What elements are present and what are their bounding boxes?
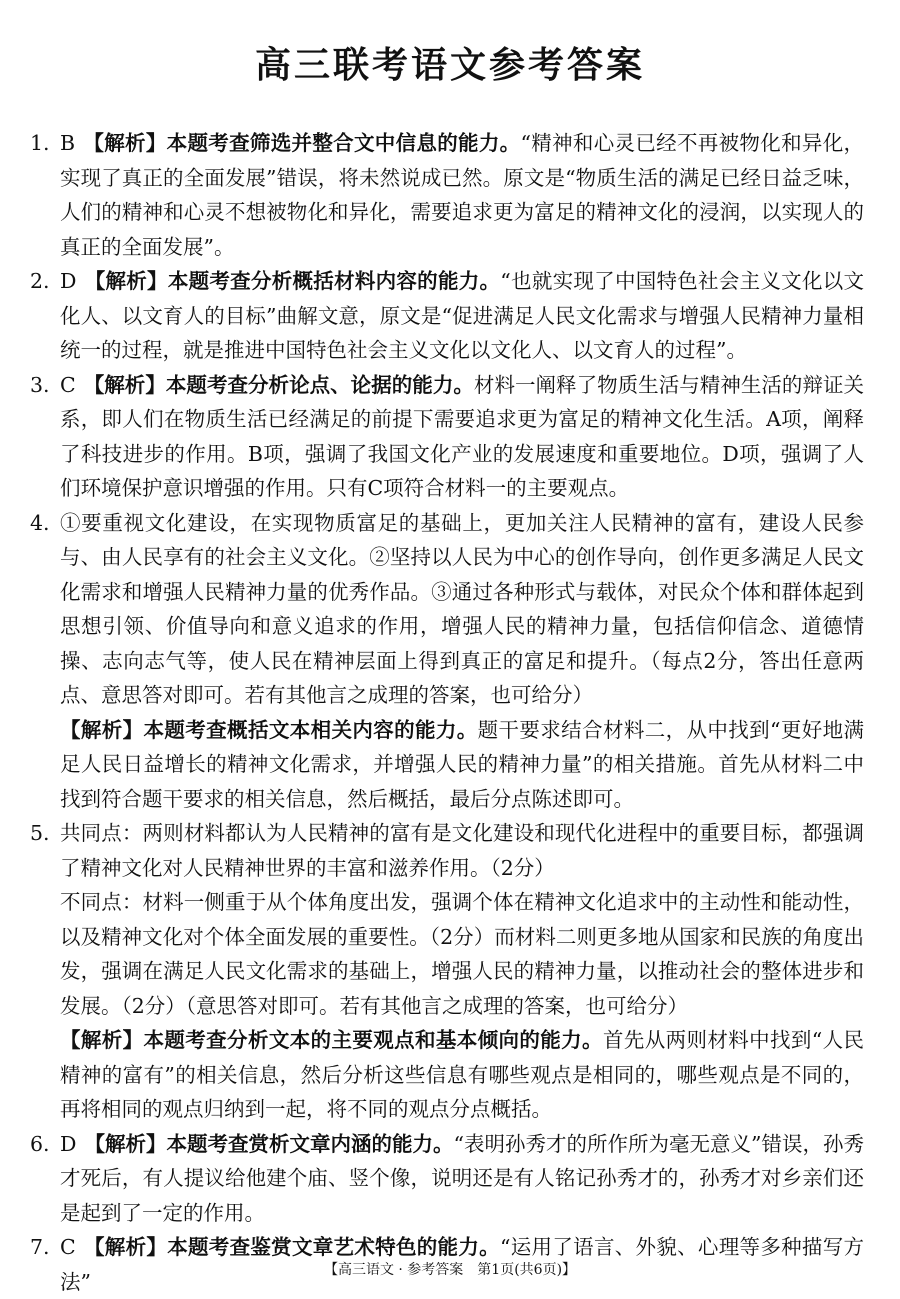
page-title: 高三联考语文参考答案 (254, 45, 645, 86)
analysis-text: “表明孙秀才的所作所为毫无意义”错误，孙秀才死后，有人提议给他建个庙、竖个像，说明还是有人铭记孙秀才的，孙秀才对乡亲们还是起到了一定的作用。 (60, 1131, 865, 1225)
answer-body (30, 126, 864, 1299)
ability-lead: 本题考查筛选并整合文中信息的能力。 (166, 131, 521, 155)
ability-lead: 本题考查分析文本的主要观点和基本倾向的能力。 (143, 1028, 603, 1052)
answer-item-6 (30, 1127, 864, 1231)
item-number: 1. (30, 131, 50, 155)
difference-points-text: 不同点：材料一侧重于从个体角度出发，强调个体在精神文化追求中的主动性和能动性，以及精神文化对个体全面发展的重要性。（2分）而材料二则更多地从国家和民族的角度出发，强调在满足人民文化需求的基础上，增强人民的精神力量，以推动社会的整体进步和发展。（2分）（意思答对即可。若有其他言之成理的答案，也可给分） (60, 890, 864, 1018)
ability-lead: 本题考查赏析文章内涵的能力。 (166, 1131, 454, 1156)
ability-lead: 本题考查概括文本相关内容的能力。 (143, 717, 478, 742)
analysis-tag: 【解析】 (84, 1131, 167, 1156)
item-number: 5. (30, 821, 50, 845)
analysis-tag: 【解析】 (60, 717, 144, 742)
analysis-text: “也就实现了中国特色社会主义文化以文化人、以文育人的目标”曲解文意，原文是“促进满足人民文化需求与增强人民精神力量相统一的过程，就是推进中国特色社会主义文化以文化人、以文育人的过程”。 (60, 269, 865, 362)
answer-item-3 (30, 368, 864, 506)
analysis-tag: 【解析】 (84, 269, 168, 293)
answer-item-5-analysis (30, 1023, 864, 1127)
answer-item-5 (30, 816, 864, 885)
answer-choice: C (60, 1235, 76, 1259)
analysis-text: 材料一阐释了物质生活与精神生活的辩证关系，即人们在物质生活已经满足的前提下需要追求更为富足的精神文化生活。A项，阐释了科技进步的作用。B项，强调了我国文化产业的发展速度和重要地位。D项，强调了人们环境保护意识增强的作用。只有C项符合材料一的主要观点。 (60, 372, 865, 500)
answer-text: ①要重视文化建设，在实现物质富足的基础上，更加关注人民精神的富有，建设人民参与、由人民享有的社会主义文化。②坚持以人民为中心的创作导向，创作更多满足人民文化需求和增强人民精神力量的优秀作品。③通过各种形式与载体，对民众个体和群体起到思想引领、价值导向和意义追求的作用，增强人民的精神力量，包括信仰信念、道德情操、志向志气等，使人民在精神层面上得到真正的富足和提升。（每点2分，答出任意两点、意思答对即可。若有其他言之成理的答案，也可给分） (60, 510, 864, 707)
item-number: 2. (30, 269, 50, 293)
answer-item-1 (30, 126, 864, 264)
answer-choice: C (60, 372, 76, 397)
answer-item-2 (30, 264, 864, 368)
analysis-tag: 【解析】 (83, 1235, 168, 1259)
analysis-text: 题干要求结合材料二，从中找到“更好地满足人民日益增长的精神文化需求，并增强人民的精神力量”的相关措施。首先从材料二中找到符合题干要求的相关信息，然后概括，最后分点陈述即可。 (60, 717, 865, 811)
analysis-tag: 【解析】 (60, 1028, 144, 1052)
analysis-text: “运用了语言、外貌、心理等多种描写方法” (60, 1235, 865, 1294)
analysis-text: 首先从两则材料中找到“人民精神的富有”的相关信息，然后分析这些信息有哪些观点是相同的，哪些观点是不同的，再将相同的观点归纳到一起，将不同的观点分点概括。 (60, 1028, 865, 1121)
item-number: 3. (30, 372, 50, 397)
item-number: 4. (30, 510, 50, 535)
answer-item-4 (30, 506, 864, 713)
answer-choice: D (60, 269, 77, 293)
item-number: 7. (30, 1235, 50, 1259)
answer-item-4-analysis (30, 713, 864, 817)
ability-lead: 本题考查分析论点、论据的能力。 (165, 372, 474, 397)
page-footer: 【高三语文 · 参考答案 第1页(共6页)】 (323, 1262, 577, 1278)
ability-lead: 本题考查分析概括材料内容的能力。 (167, 269, 501, 293)
analysis-tag: 【解析】 (83, 372, 166, 397)
answer-choice: B (60, 131, 76, 155)
common-points-text: 共同点：两则材料都认为人民精神的富有是文化建设和现代化进程中的重要目标，都强调了精神文化对人民精神世界的丰富和滋养作用。（2分） (60, 821, 864, 880)
ability-lead: 本题考查鉴赏文章艺术特色的能力。 (167, 1235, 500, 1259)
item-number: 6. (30, 1131, 50, 1156)
analysis-text: “精神和心灵已经不再被物化和异化，实现了真正的全面发展”错误，将未然说成已然。原文是“物质生活的满足已经日益乏味，人们的精神和心灵不想被物化和异化，需要追求更为富足的精神文化的浸润，以实现人的真正的全面发展”。 (60, 131, 865, 259)
answer-choice: D (60, 1131, 77, 1156)
answer-item-5-differences (30, 885, 864, 1023)
analysis-tag: 【解析】 (83, 131, 167, 155)
